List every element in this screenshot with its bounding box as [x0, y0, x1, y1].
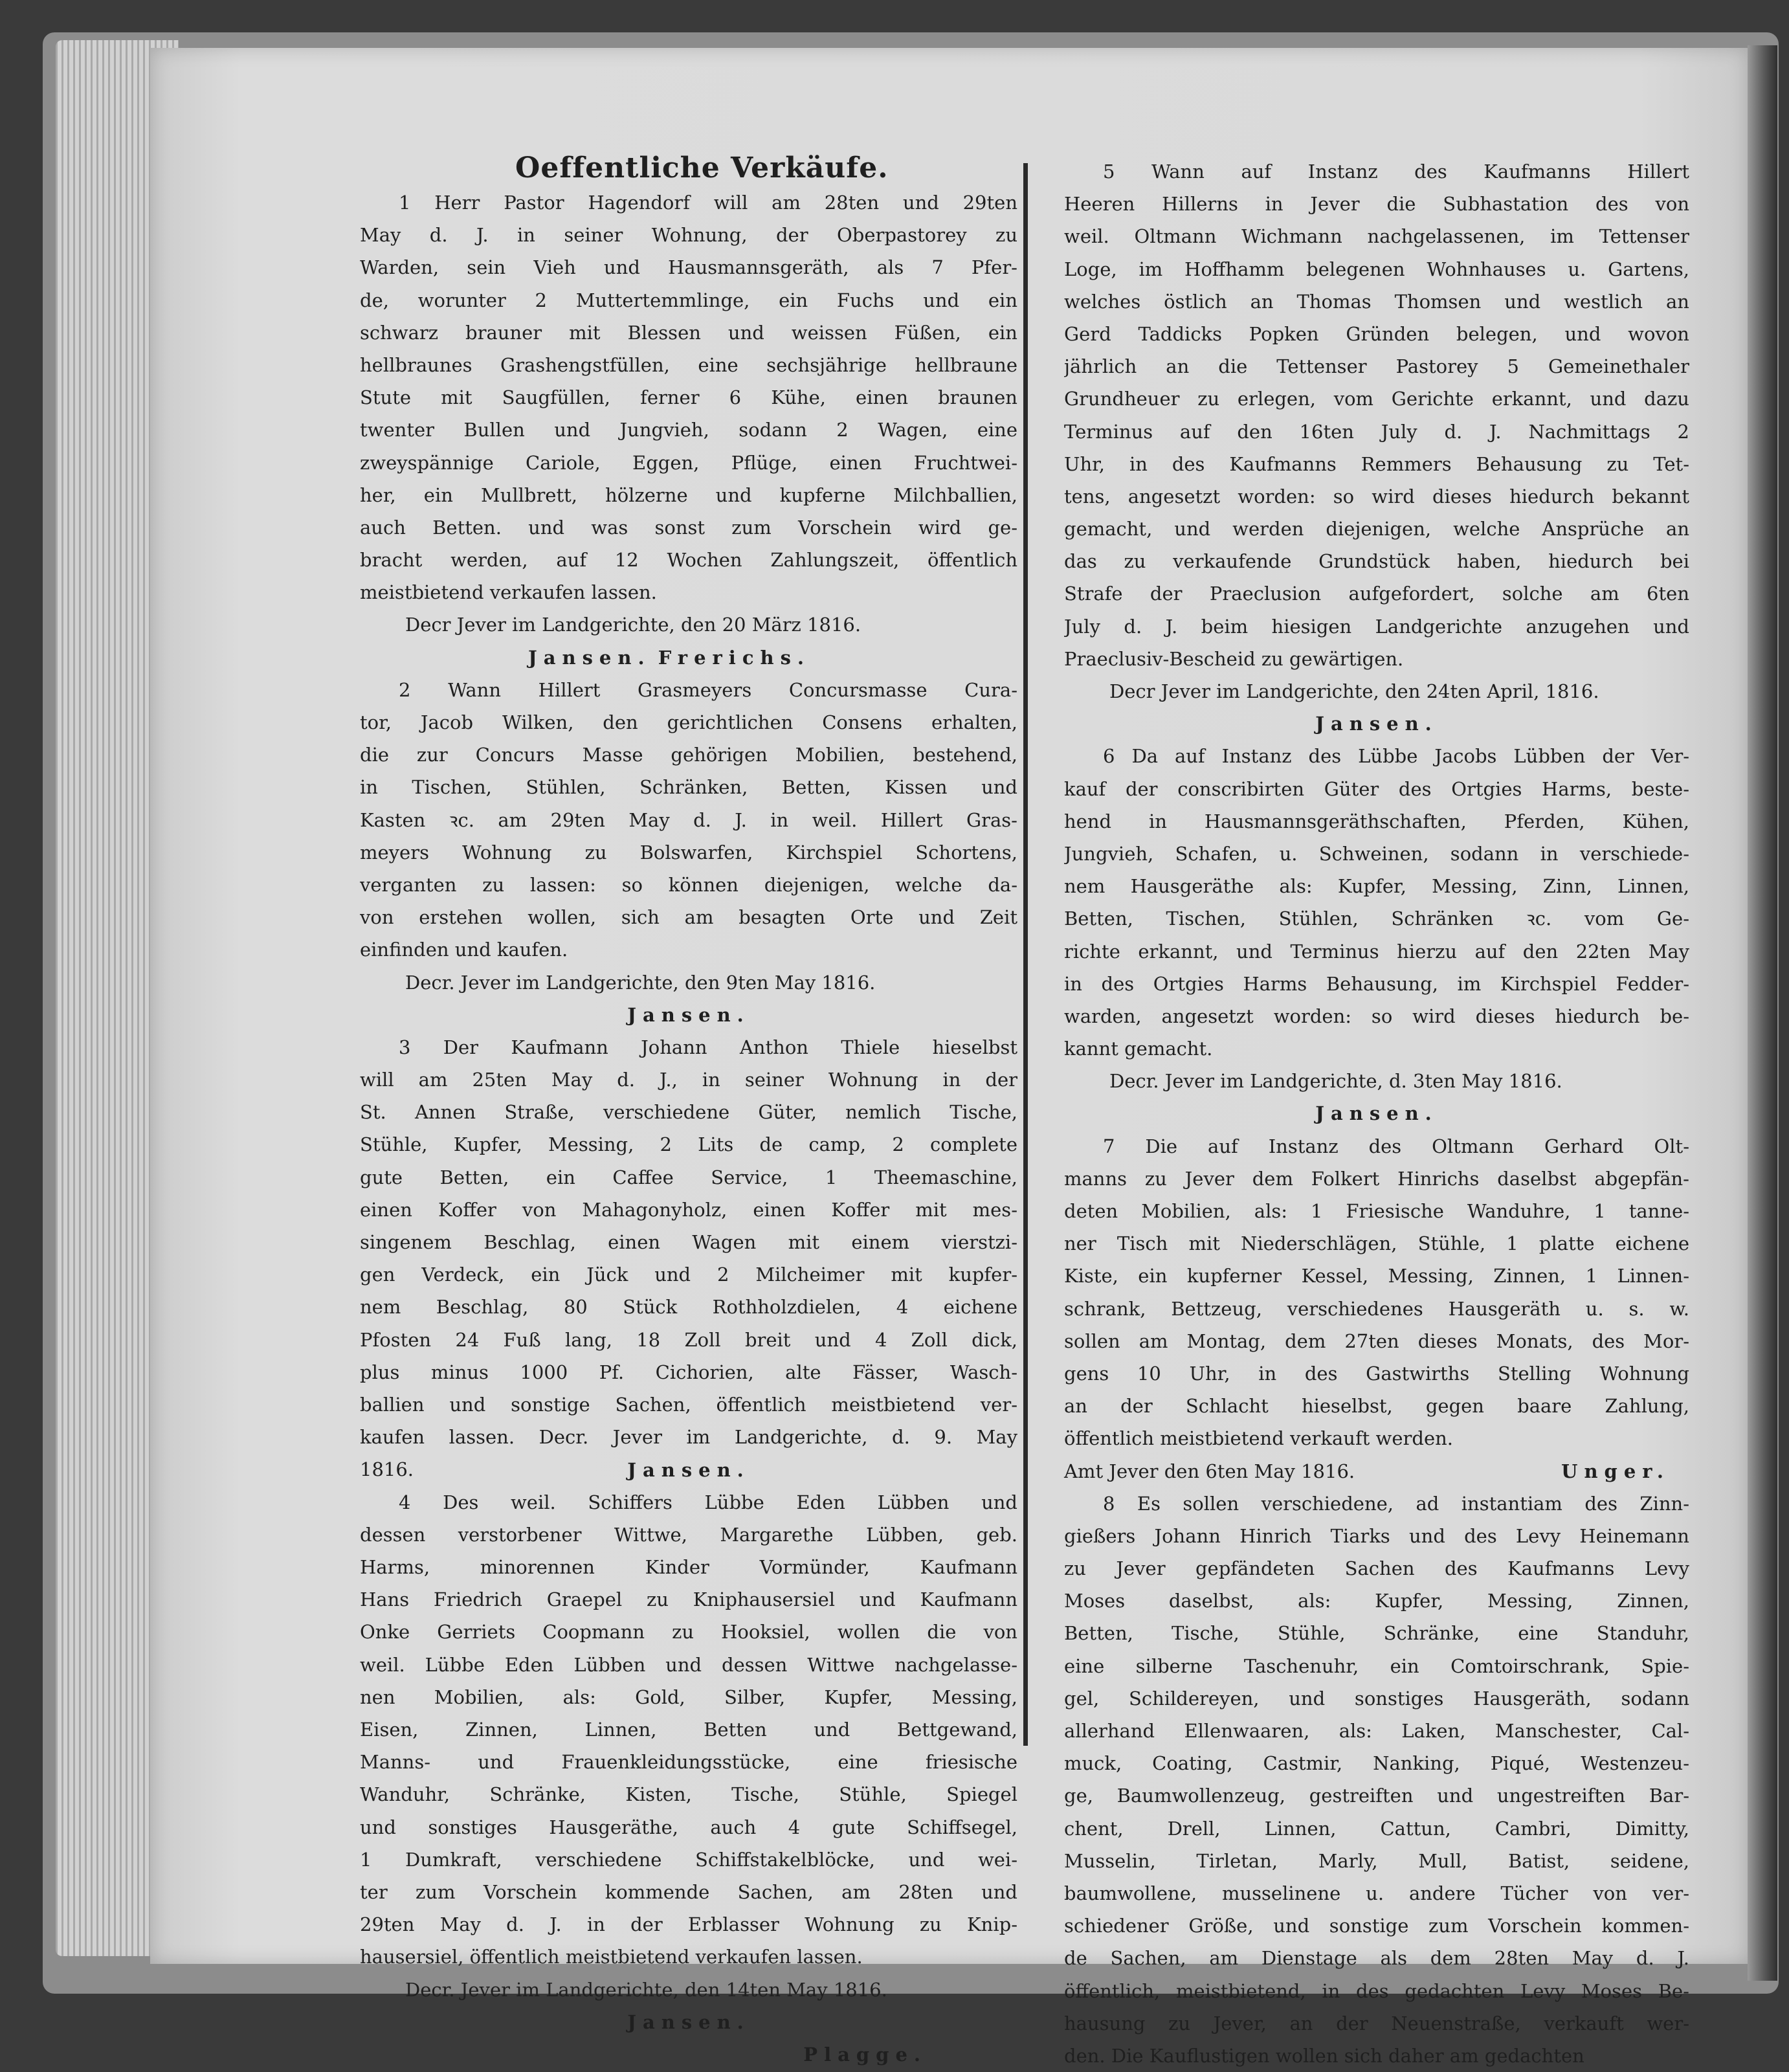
text-line: Harms, minorennen Kinder Vormünder, Kaufmann — [360, 1556, 1017, 1579]
text-line: Eisen, Zinnen, Linnen, Betten und Bettgewand, — [360, 1719, 1017, 1741]
text-line: 5 Wann auf Instanz des Kaufmanns Hillert — [1103, 161, 1689, 183]
text-line: von erstehen wollen, sich am besagten Orte und Zeit — [360, 906, 1017, 929]
signature: Jansen. — [528, 646, 651, 669]
notice-5-date: Decr Jever im Landgerichte, den 24ten April, 1816. — [1109, 680, 1599, 702]
notice-6-date: Decr. Jever im Landgerichte, d. 3ten May 1816. — [1109, 1070, 1562, 1093]
notice-2 — [360, 674, 1017, 966]
text-line: warden, angesetzt worden: so wird dieses hiedurch be- — [1064, 1005, 1689, 1027]
text-line: 1 Herr Pastor Hagendorf will am 28ten und 29ten — [399, 192, 1017, 214]
text-line: kauf der conscribirten Güter des Ortgies Harms, beste- — [1064, 777, 1689, 800]
text-line: zu Jever gepfändeten Sachen des Kaufmanns Levy — [1064, 1557, 1689, 1580]
right-column — [1064, 155, 1689, 2072]
text-line: May d. J. in seiner Wohnung, der Oberpastorey zu — [360, 224, 1017, 247]
binding-edge — [1748, 45, 1777, 1981]
text-line: nen Mobilien, als: Gold, Silber, Kupfer, Messing, — [360, 1686, 1017, 1708]
text-line: manns zu Jever dem Folkert Hinrichs daselbst abgepfän- — [1064, 1167, 1689, 1190]
text-line: Stühle, Kupfer, Messing, 2 Lits de camp, 2 complete — [360, 1133, 1017, 1156]
notice-4-date: Decr. Jever im Landgerichte, den 14ten May 1816. — [405, 1978, 887, 2001]
text-line: gute Betten, ein Caffee Service, 1 Theemaschine, — [360, 1166, 1017, 1188]
text-line: Jungvieh, Schafen, u. Schweinen, sodann in verschiede- — [1064, 842, 1689, 865]
text-line: Pfosten 24 Fuß lang, 18 Zoll breit und 4 Zoll dick, — [360, 1328, 1017, 1351]
text-line: dessen verstorbener Wittwe, Margarethe Lübben, geb. — [360, 1523, 1017, 1546]
text-line: in Tischen, Stühlen, Schränken, Betten, Kissen und — [360, 776, 1017, 799]
text-line: Heeren Hillerns in Jever die Subhastation des von — [1064, 193, 1689, 216]
text-line: tor, Jacob Wilken, den gerichtlichen Consens erhalten, — [360, 711, 1017, 733]
text-line: Praeclusiv-Bescheid zu gewärtigen. — [1064, 647, 1404, 670]
text-line: Kiste, ein kupferner Kessel, Messing, Zinnen, 1 Linnen- — [1064, 1265, 1689, 1287]
text-line: 8 Es sollen verschiedene, ad instantiam des Zinn- — [1103, 1492, 1689, 1515]
text-line: 7 Die auf Instanz des Oltmann Gerhard Olt- — [1103, 1135, 1689, 1157]
notice-7-footer — [1064, 1455, 1689, 1487]
signature: Unger. — [1561, 1460, 1670, 1482]
text-line: gießers Johann Hinrich Tiarks und des Levy Heinemann — [1064, 1524, 1689, 1547]
notice-2-date: Decr. Jever im Landgerichte, den 9ten May 1816. — [405, 971, 876, 994]
text-line: hausung zu Jever, an der Neuenstraße, verkauft wer- — [1064, 2012, 1689, 2034]
text-line: de Sachen, am Dienstage als dem 28ten May d. J. — [1064, 1947, 1689, 1970]
text-line: an der Schlacht hieselbst, gegen baare Zahlung, — [1064, 1395, 1689, 1418]
text-line: gel, Schildereyen, und sonstiges Hausgeräth, sodann — [1064, 1687, 1689, 1710]
text-line: hellbraunes Grashengstfüllen, eine sechsjährige hellbraune — [360, 353, 1017, 376]
notice-7-date: Amt Jever den 6ten May 1816. — [1064, 1460, 1355, 1482]
text-line: kaufen lassen. Decr. Jever im Landgerichte, d. 9. May — [360, 1426, 1017, 1449]
signature: Frerichs. — [658, 646, 810, 669]
text-line: Stute mit Saugfüllen, ferner 6 Kühe, einen braunen — [360, 386, 1017, 409]
text-line: 6 Da auf Instanz des Lübbe Jacobs Lübben der Ver- — [1103, 745, 1689, 768]
page-title: Oeffentliche Verkäufe. — [515, 151, 889, 184]
text-line: richte erkannt, und Terminus hierzu auf den 22ten May — [1064, 940, 1689, 963]
text-line: hausersiel, öffentlich meistbietend verkaufen lassen. — [360, 1946, 863, 1968]
text-line: einen Koffer von Mahagonyholz, einen Koffer mit mes- — [360, 1198, 1017, 1221]
text-line: öffentlich meistbietend verkauft werden. — [1064, 1427, 1454, 1450]
text-line: plus minus 1000 Pf. Cichorien, alte Fässer, Wasch- — [360, 1361, 1017, 1383]
text-line: jährlich an die Tettenser Pastorey 5 Gemeinethaler — [1064, 355, 1689, 378]
text-line: singenem Beschlag, einen Wagen mit einem vierstzi- — [360, 1231, 1017, 1253]
text-line: de, worunter 2 Muttertemmlinge, ein Fuchs und ein — [360, 289, 1017, 311]
notice-6 — [1064, 740, 1689, 1065]
text-line: Warden, sein Vieh und Hausmannsgeräth, als 7 Pfer- — [360, 256, 1017, 279]
text-line: den. Die Kauflustigen wollen sich daher am gedachten — [1064, 2044, 1584, 2067]
text-line: tens, angesetzt worden: so wird dieses hiedurch bekannt — [1064, 485, 1689, 507]
text-line: einfinden und kaufen. — [360, 939, 568, 961]
left-column — [360, 151, 1017, 2071]
signature: Jansen. — [627, 2011, 750, 2033]
text-line: 4 Des weil. Schiffers Lübbe Eden Lübben und — [399, 1491, 1017, 1513]
text-line: gemacht, und werden diejenigen, welche Ansprüche an — [1064, 518, 1689, 540]
text-line: St. Annen Straße, verschiedene Güter, nemlich Tische, — [360, 1101, 1017, 1124]
text-line: muck, Coating, Castmir, Nanking, Piqué, Westenzeu- — [1064, 1752, 1689, 1775]
text-line: baumwollene, musselinene u. andere Tücher von ver- — [1064, 1882, 1689, 1904]
text-line: gen Verdeck, ein Jück und 2 Milcheimer mit kupfer- — [360, 1264, 1017, 1286]
text-line: 29ten May d. J. in der Erblasser Wohnung zu Knip- — [360, 1913, 1017, 1936]
text-line: Loge, im Hoffhamm belegenen Wohnhauses u. Gartens, — [1064, 258, 1689, 280]
text-line: weil. Oltmann Wichmann nachgelassenen, im Tettenser — [1064, 225, 1689, 248]
text-line: und sonstiges Hausgeräthe, auch 4 gute Schiffsegel, — [360, 1816, 1017, 1838]
text-line: schwarz brauner mit Blessen und weissen Füßen, ein — [360, 321, 1017, 344]
text-line: ner Tisch mit Niederschlägen, Stühle, 1 platte eichene — [1064, 1232, 1689, 1255]
notice-1-date: Decr Jever im Landgerichte, den 20 März 1816. — [405, 614, 861, 636]
text-line: will am 25ten May d. J., in seiner Wohnung in der — [360, 1069, 1017, 1091]
notice-8 — [1064, 1487, 1689, 2072]
text-line: Grundheuer zu erlegen, vom Gerichte erkannt, und dazu — [1064, 388, 1689, 410]
text-line: Moses daselbst, als: Kupfer, Messing, Zinnen, — [1064, 1590, 1689, 1612]
text-line: July d. J. beim hiesigen Landgerichte anzugehen und — [1064, 615, 1689, 638]
text-line: öffentlich, meistbietend, in des gedachten Levy Moses Be- — [1064, 1979, 1689, 2002]
text-line: deten Mobilien, als: 1 Friesische Wanduhre, 1 tanne- — [1064, 1200, 1689, 1222]
text-line: 1816. — [360, 1458, 414, 1481]
text-line: Strafe der Praeclusion aufgefordert, solche am 6ten — [1064, 583, 1689, 605]
text-line: Kasten ꝛc. am 29ten May d. J. in weil. Hillert Gras- — [360, 808, 1017, 831]
text-line: 2 Wann Hillert Grasmeyers Concursmasse Cura- — [399, 678, 1017, 701]
notice-3 — [360, 1031, 1017, 1486]
text-line: nem Hausgeräthe als: Kupfer, Messing, Zinn, Linnen, — [1064, 875, 1689, 898]
text-line: eine silberne Taschenuhr, ein Comtoirschrank, Spie- — [1064, 1654, 1689, 1677]
text-line: weil. Lübbe Eden Lübben und dessen Wittwe nachgelasse- — [360, 1653, 1017, 1676]
text-line: meyers Wohnung zu Bolswarfen, Kirchspiel Schortens, — [360, 841, 1017, 863]
text-line: schiedener Größe, und sonstige zum Vorschein kommen- — [1064, 1915, 1689, 1937]
signature: Plagge. — [803, 2043, 927, 2066]
text-line: die zur Concurs Masse gehörigen Mobilien, bestehend, — [360, 744, 1017, 766]
signature: Jansen. — [1315, 1102, 1438, 1125]
notice-7 — [1064, 1130, 1689, 1455]
text-line: ter zum Vorschein kommende Sachen, am 28ten und — [360, 1880, 1017, 1903]
text-line: das zu verkaufende Grundstück haben, hiedurch bei — [1064, 550, 1689, 573]
text-line: 3 Der Kaufmann Johann Anthon Thiele hieselbst — [399, 1036, 1017, 1058]
text-line: Betten, Tischen, Stühlen, Schränken ꝛc. vom Ge- — [1064, 908, 1689, 930]
text-line: nem Beschlag, 80 Stück Rothholzdielen, 4 eichene — [360, 1296, 1017, 1319]
text-line: 1 Dumkraft, verschiedene Schiffstakelblöcke, und wei- — [360, 1848, 1017, 1871]
text-line: verganten zu lassen: so können diejenigen, welche da- — [360, 873, 1017, 896]
text-line: in des Ortgies Harms Behausung, im Kirchspiel Fedder- — [1064, 972, 1689, 995]
text-line: twenter Bullen und Jungvieh, sodann 2 Wagen, eine — [360, 419, 1017, 441]
text-line: auch Betten. und was sonst zum Vorschein wird ge- — [360, 516, 1017, 539]
text-line: Hans Friedrich Graepel zu Kniphausersiel und Kaufmann — [360, 1588, 1017, 1611]
text-line: ballien und sonstige Sachen, öffentlich meistbietend ver- — [360, 1393, 1017, 1416]
notice-1-signatures — [360, 641, 1017, 674]
text-line: Uhr, in des Kaufmanns Remmers Behausung zu Tet- — [1064, 452, 1689, 475]
text-line: allerhand Ellenwaaren, als: Laken, Manschester, Cal- — [1064, 1720, 1689, 1742]
text-line: Onke Gerriets Coopmann zu Hooksiel, wollen die von — [360, 1621, 1017, 1643]
text-line: ge, Baumwollenzeug, gestreiften und ungestreiften Bar- — [1064, 1785, 1689, 1807]
text-line: chent, Drell, Linnen, Cattun, Cambri, Dimitty, — [1064, 1817, 1689, 1840]
text-line: Betten, Tische, Stühle, Schränke, eine Standuhr, — [1064, 1622, 1689, 1645]
text-line: her, ein Mullbrett, hölzerne und kupferne Milchballien, — [360, 484, 1017, 506]
signature: Jansen. — [627, 1003, 750, 1026]
text-line: Musselin, Tirletan, Marly, Mull, Batist, seidene, — [1064, 1849, 1689, 1872]
text-line: gens 10 Uhr, in des Gastwirths Stelling Wohnung — [1064, 1362, 1689, 1385]
text-line: Manns- und Frauenkleidungsstücke, eine friesische — [360, 1751, 1017, 1774]
text-line: Gerd Taddicks Popken Gründen belegen, und wovon — [1064, 322, 1689, 345]
column-divider — [1023, 163, 1028, 1746]
text-line: welches östlich an Thomas Thomsen und westlich an — [1064, 290, 1689, 313]
text-line: kannt gemacht. — [1064, 1038, 1213, 1060]
text-line: meistbietend verkaufen lassen. — [360, 581, 657, 604]
notice-1 — [360, 186, 1017, 608]
text-line: sollen am Montag, dem 27ten dieses Monats, des Mor- — [1064, 1330, 1689, 1352]
text-line: Wanduhr, Schränke, Kisten, Tische, Stühle, Spiegel — [360, 1783, 1017, 1806]
text-line: zweyspännige Cariole, Eggen, Pflüge, einen Fruchtwei- — [360, 451, 1017, 474]
signature: Jansen. — [627, 1458, 750, 1481]
text-line: bracht werden, auf 12 Wochen Zahlungszeit, öffentlich — [360, 549, 1017, 572]
notice-4 — [360, 1486, 1017, 1974]
signature: Jansen. — [1315, 713, 1438, 735]
text-line: Terminus auf den 16ten July d. J. Nachmittags 2 — [1064, 420, 1689, 443]
notice-5 — [1064, 155, 1689, 675]
text-line: schrank, Bettzeug, verschiedenes Hausgeräth u. s. w. — [1064, 1297, 1689, 1320]
text-line: hend in Hausmannsgeräthschaften, Pferden, Kühen, — [1064, 810, 1689, 832]
